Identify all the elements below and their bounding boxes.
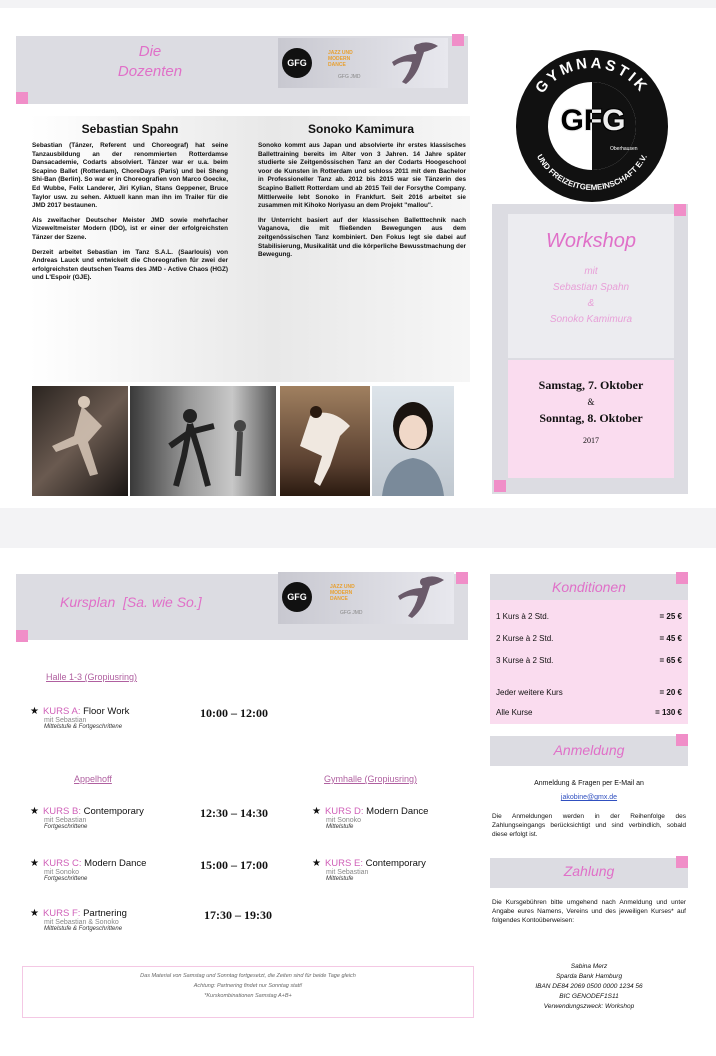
photo-sonoko-dance xyxy=(280,386,370,496)
kursplan-title: Kursplan [Sa. wie So.] xyxy=(60,594,202,610)
workshop-dates: Samstag, 7. Oktober & Sonntag, 8. Oktober 2017 xyxy=(508,360,674,478)
anmeldung-email[interactable]: jakobine@gmx.de xyxy=(560,794,618,801)
course-b: ★ KURS B: Contemporary mit Sebastian Fortgeschrittene xyxy=(30,806,144,830)
pink-square xyxy=(494,480,506,492)
bio-sebastian: Sebastian (Tänzer, Referent und Choreograf) hat seine Tanzausbildung an der renommierten Rotterdamse Dansacademie, Codarts absolviert. Tänzer war er u.a. beim Scapino Ballet (Rotterdam), ChoreDays (Paris) und bei Sheng Shi-Ban (Berlin). So war er in Choreografien von Marco Goecke, Ed Wubbe, Felix Landerer, Jiri Kylian, Stans Geppener, Bruce Taylor usw. zu sehen. Aktuell kann man ihn im Trailer für die JMD 2017 bestaunen. Als zweifacher Deutscher Meister JMD sowie mehrfacher Vizeweltmeister Modern (IDO), ist er einer der erfolgreichsten Tänzer der Szene. Derzeit arbeitet Sebastian im Tanz S.A.L. (Saarlouis) von Andreas Lauck und entwickelt die Choreografien für zwei der erfolgreichsten deutschen Teams des JMD - Active Chaos (HGZ) und L'Espoir (GJE). xyxy=(32,142,228,282)
course-c: ★ KURS C: Modern Dance mit Sonoko Fortgeschrittene xyxy=(30,858,147,882)
dancer-figure-icon xyxy=(280,386,370,496)
small-logo: GFG xyxy=(282,48,312,78)
flyer-page-1 xyxy=(0,8,716,508)
portrait-icon xyxy=(372,386,454,496)
star-icon: ★ xyxy=(30,706,39,717)
price-row: 1 Kurs à 2 Std. = 25 € xyxy=(496,612,682,621)
logo-small-text: Oberhausen xyxy=(610,146,638,152)
svg-text:GYMNASTIK: GYMNASTIK xyxy=(532,54,652,97)
banner-text: JAZZ UND MODERN DANCE xyxy=(328,50,353,68)
course-a: ★ KURS A: Floor Work mit Sebastian Mittelstufe & Fortgeschrittene xyxy=(30,706,130,730)
pink-square xyxy=(16,92,28,104)
banner-text: JAZZ UND MODERN DANCE xyxy=(330,584,355,602)
anmeldung-text: Die Anmeldungen werden in der Reihenfolge des Zahlungseingangs berücksichtigt und sind verbindlich, sobald diese erfolgt ist. xyxy=(492,813,686,838)
bank-details: Sabina Merz Sparda Bank Hamburg IBAN DE84 2069 0500 0000 1234 56 BIC GENODEF1S11 Verwendungszweck: Workshop xyxy=(535,963,643,1010)
photo-sonoko-portrait xyxy=(372,386,454,496)
name-sonoko: Sonoko Kamimura xyxy=(307,122,415,136)
star-icon: ★ xyxy=(312,806,321,817)
price-row: 2 Kurse à 2 Std. = 45 € xyxy=(496,634,682,643)
kursplan-note: Das Material von Samstag und Sonntag fortgesetzt, die Zeiten sind für beide Tage gleich Achtung: Partnering findet nur Sonntag statt! *Kurskombinationen Samstag A+B+ xyxy=(22,966,474,1018)
time-a: 10:00 – 12:00 xyxy=(200,706,268,720)
star-icon: ★ xyxy=(30,908,39,919)
star-icon: ★ xyxy=(30,806,39,817)
pink-square xyxy=(674,204,686,216)
flyer-page-2 xyxy=(0,548,716,1056)
dozenten-title: Die Dozenten xyxy=(117,43,183,80)
banner-sub: GFG JMD xyxy=(340,610,363,616)
course-f: ★ KURS F: Partnering mit Sebastian & Sonoko Mittelstufe & Fortgeschrittene xyxy=(30,908,127,932)
price-row: Alle Kurse = 130 € xyxy=(496,708,682,717)
zahlung-text: Die Kursgebühren bitte umgehend nach Anmeldung und unter Angabe eures Namens, Vereins und des jeweiligen Kurses* auf folgendes Kontoüberweisen: xyxy=(492,899,686,924)
dancer-figure-icon xyxy=(32,386,128,496)
time-c: 15:00 – 17:00 xyxy=(200,858,268,872)
star-icon: ★ xyxy=(312,858,321,869)
banner-image xyxy=(278,38,448,88)
time-b: 12:30 – 14:30 xyxy=(200,806,268,820)
pink-square xyxy=(16,630,28,642)
pink-square xyxy=(452,34,464,46)
zahlung-title: Zahlung xyxy=(563,863,615,879)
konditionen-title: Konditionen xyxy=(552,579,626,595)
course-d: ★ KURS D: Modern Dance mit Sonoko Mittelstufe xyxy=(312,806,429,830)
banner-image xyxy=(278,572,454,624)
photo-group-class xyxy=(130,386,276,496)
logo-center-text: GFG xyxy=(560,104,626,137)
anmeldung-title: Anmeldung xyxy=(553,742,625,758)
name-sebastian: Sebastian Spahn xyxy=(81,122,179,136)
gfg-logo xyxy=(514,48,670,204)
hall-header-2: Appelhoff xyxy=(74,774,112,784)
time-f: 17:30 – 19:30 xyxy=(204,908,272,922)
bio-sonoko: Sonoko kommt aus Japan und absolvierte ihr erstes klassisches Ballettraining bereits im Alter von 3 Jahren. 14 Jahre später studierte sie Zeitgenössischen Tanz an der Codarts Hoogeschool voor de Kunsten in Rotterdam und schloss 2011 mit dem Bachelor in Professioneller Tanz ab. 2012 bis 2015 war sie Tänzerin des Scapino Ballett Rotterdam und ab 2015 Teil der Forsythe Company. Mittlerweile lebt Sonoko in Frankfurt. Seit 2016 arbeitet sie zusammen mit Kihoko Noriyasu an dem Projekt "mallou". Ihr Unterricht basiert auf der klassischen Balletttechnik nach Vaganova, die mit fließenden Bewegungen aus dem zeitgenössischen Tanz kombiniert. Den Fokus legt sie dabei auf Stabilisierung, Musikalität und die körperliche Bewusstmachung der Bewegung. xyxy=(258,142,466,259)
konditionen-table xyxy=(490,600,688,724)
dancers-icon xyxy=(130,386,276,496)
photo-sebastian-dance xyxy=(32,386,128,496)
workshop-title: Workshop xyxy=(545,230,637,252)
star-icon: ★ xyxy=(30,858,39,869)
hall-header-3: Gymhalle (Gropiusring) xyxy=(324,774,418,784)
course-e: ★ KURS E: Contemporary mit Sebastian Mittelstufe xyxy=(312,858,426,882)
dancer-silhouette-icon xyxy=(388,40,444,86)
price-row: 3 Kurse à 2 Std. = 65 € xyxy=(496,656,682,665)
price-row: Jeder weitere Kurs = 20 € xyxy=(496,688,682,697)
dancer-silhouette-icon xyxy=(394,574,450,622)
banner-sub: GFG JMD xyxy=(338,74,361,80)
anmeldung-line: Anmeldung & Fragen per E-Mail an xyxy=(534,780,644,787)
pink-square xyxy=(456,572,468,584)
workshop-persons: mit Sebastian Spahn & Sonoko Kamimura xyxy=(549,266,633,325)
svg-text:UND FREIZEITGEMEINSCHAFT E.V.: UND FREIZEITGEMEINSCHAFT E.V. xyxy=(534,152,649,193)
small-logo: GFG xyxy=(282,582,312,612)
hall-header-1: Halle 1-3 (Gropiusring) xyxy=(46,672,138,682)
